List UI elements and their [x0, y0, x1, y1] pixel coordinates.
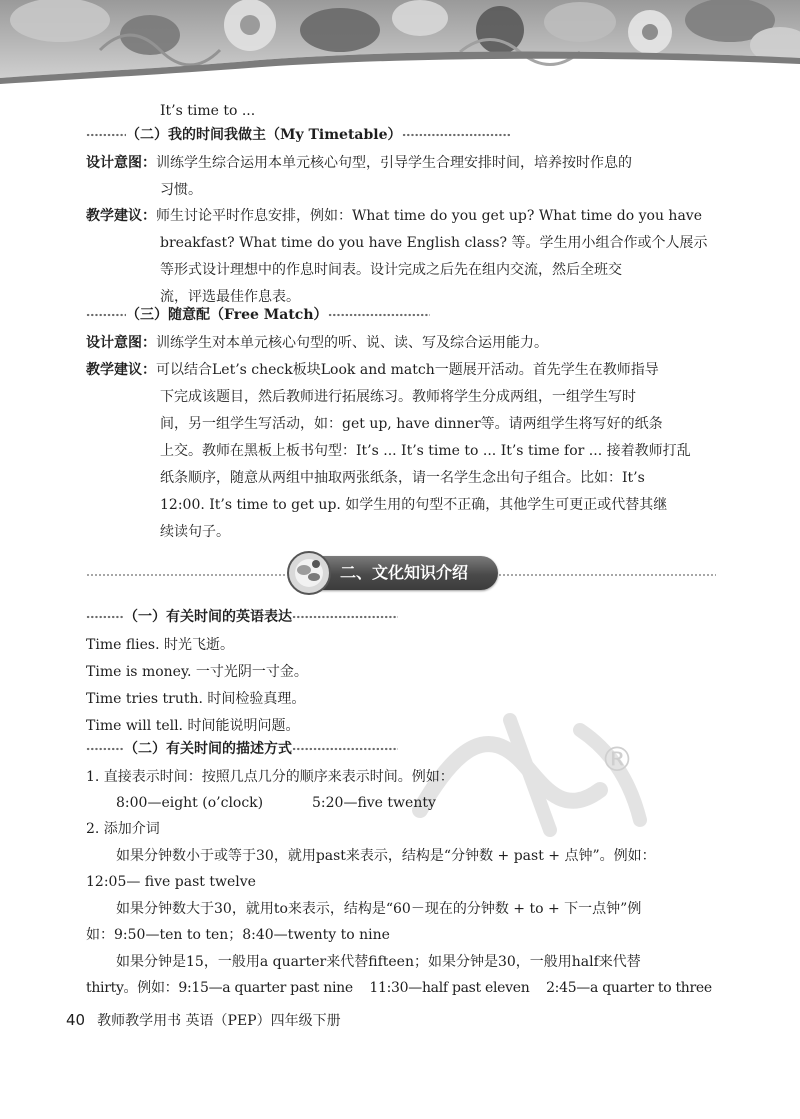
expression-line: Time will tell. 时间能说明问题。: [86, 718, 300, 734]
expression-line: Time flies. 时光飞逝。: [86, 637, 235, 653]
paragraph-line: 如果分钟数大于30，就用to来表示，结构是“60－现在的分钟数 + to + 下一点钟”例: [116, 901, 642, 917]
design-intent-text-cont: 习惯。: [160, 182, 202, 198]
design-intent-label: 设计意图：: [86, 335, 156, 351]
top-fragment: It’s time to ...: [160, 103, 256, 119]
paragraph-line: 如果分钟数小于或等于30，就用past来表示，结构是“分钟数 + past + 点钟”。例如：: [116, 848, 656, 864]
dotted-leader: [86, 312, 126, 318]
example-time: 5:20—five twenty: [312, 795, 436, 811]
dotted-leader: [86, 614, 124, 620]
dotted-leader: [328, 312, 430, 318]
suggestion-text: 纸条顺序，随意从两组中抽取两张纸条，请一名学生念出句子组合。比如：It’s: [160, 470, 645, 486]
heading-text: （一）有关时间的英语表达: [124, 609, 292, 625]
book-title: 教师教学用书 英语（PEP）四年级下册: [97, 1013, 341, 1029]
suggestion-label: 教学建议：: [86, 362, 156, 378]
suggestion-row: [86, 360, 659, 380]
suggestion-text: 等形式设计理想中的作息时间表。设计完成之后先在组内交流，然后全班交: [160, 262, 622, 278]
suggestion-text: 续读句子。: [160, 524, 230, 540]
suggestion-text: 12:00. It’s time to get up. 如学生用的句型不正确，其他学生可更正或代替其继: [160, 497, 668, 513]
design-intent-row: [86, 333, 548, 353]
heading-text: （二）我的时间我做主（My Timetable）: [126, 127, 402, 143]
section-heading-expressions: [86, 607, 398, 627]
design-intent-text: 训练学生对本单元核心句型的听、说、读、写及综合运用能力。: [156, 335, 548, 351]
globe-mascot-icon: [286, 550, 332, 596]
section-heading-my-timetable: [86, 125, 510, 145]
dotted-leader: [402, 132, 510, 138]
list-item: 1. 直接表示时间：按照几点几分的顺序来表示时间。例如：: [86, 769, 454, 785]
heading-text: （三）随意配（Free Match）: [126, 307, 328, 323]
section-heading-describe: [86, 739, 398, 759]
paragraph-line: 12:05— five past twelve: [86, 874, 256, 890]
suggestion-text: 间，另一组学生写活动，如：get up, have dinner等。请两组学生将写好的纸条: [160, 416, 663, 432]
registered-mark: ®: [600, 740, 634, 780]
suggestion-text: 可以结合Let’s check板块Look and match一题展开活动。首先学生在教师指导: [156, 362, 659, 378]
example-time: 8:00—eight (o’clock): [116, 795, 264, 811]
design-intent-text: 训练学生综合运用本单元核心句型，引导学生合理安排时间，培养按时作息的: [156, 155, 632, 171]
suggestion-label: 教学建议：: [86, 208, 156, 224]
design-intent-row: [86, 153, 632, 173]
expression-line: Time is money. 一寸光阴一寸金。: [86, 664, 308, 680]
page-number: 40: [66, 1011, 86, 1029]
paragraph-line: 如果分钟是15，一般用a quarter来代替fifteen；如果分钟是30，一般用half来代替: [116, 954, 641, 970]
suggestion-text: 下完成该题目，然后教师进行拓展练习。教师将学生分成两组，一组学生写时: [160, 389, 636, 405]
heading-text: （二）有关时间的描述方式: [124, 741, 292, 757]
dotted-leader: [292, 614, 398, 620]
paragraph-line: 如：9:50—ten to ten；8:40—twenty to nine: [86, 927, 390, 943]
part-two-title: 二、文化知识介绍: [300, 556, 498, 590]
divider-rule: [86, 574, 300, 576]
suggestion-text: 流，评选最佳作息表。: [160, 289, 300, 305]
section-heading-free-match: [86, 305, 430, 325]
expression-line: Time tries truth. 时间检验真理。: [86, 691, 306, 707]
suggestion-text: 师生讨论平时作息安排，例如：What time do you get up? What time do you have: [156, 208, 702, 224]
divider-rule: [498, 574, 716, 576]
dotted-leader: [86, 132, 126, 138]
suggestion-text: breakfast? What time do you have English class? 等。学生用小组合作或个人展示: [160, 235, 708, 251]
dotted-leader: [292, 746, 398, 752]
design-intent-label: 设计意图：: [86, 155, 156, 171]
paragraph-line: thirty。例如：9:15—a quarter past nine 11:30—half past eleven 2:45—a quarter to three: [86, 980, 712, 996]
page-footer: [66, 1010, 341, 1031]
suggestion-row: [86, 206, 702, 226]
list-item: 2. 添加介词: [86, 821, 160, 837]
dotted-leader: [86, 746, 124, 752]
suggestion-text: 上交。教师在黑板上板书句型：It’s ... It’s time to ... It’s time for ... 接着教师打乱: [160, 443, 691, 459]
